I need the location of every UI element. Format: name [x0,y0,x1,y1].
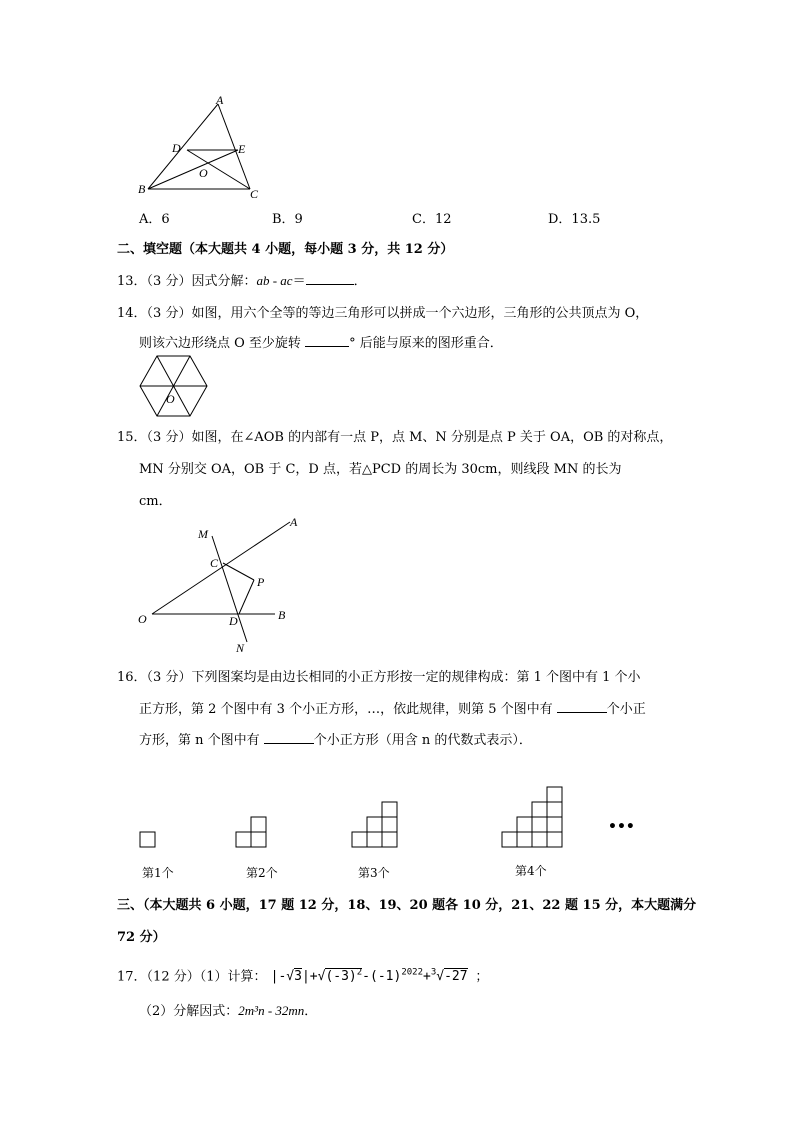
q16-line2 [139,698,646,717]
q17-part2 [139,1000,317,1019]
label-m: M [198,527,208,541]
pattern-4 [502,787,562,847]
section-2-heading: 二、填空题（本大题共 4 小题，每小题 3 分，共 12 分） [117,242,454,257]
q16-line3 [139,729,532,748]
label-p: P [257,575,265,589]
section-3-heading-line2: 72 分） [117,930,166,945]
segment-pd [239,580,254,614]
q13-text: 13．（3 分）因式分解： [117,274,257,289]
caption-3: 第3个 [358,866,390,880]
pattern-3 [352,802,397,847]
q17-part1 [117,960,488,986]
q16-line3-text: 方形，第 n 个图中有 [139,733,260,748]
label-o: O [199,166,208,180]
q17-abs-inner: 3 [294,969,302,985]
label-d: D [172,141,181,155]
question-13 [117,270,367,289]
segment-be [148,150,238,189]
pattern-2 [236,817,266,847]
q13-answer-blank[interactable] [306,272,354,285]
q14-line2-text: 则该六边形绕点 O 至少旋转 [139,336,301,351]
q14-line2 [139,332,503,351]
caption-4: 第4个 [515,864,547,878]
q17-neg-one-exp: 2022 [401,968,423,978]
pattern-ellipsis: ••• [608,819,635,835]
q17-cbrt-inner: -27 [444,969,468,985]
q16-line2-end: 个小正 [606,702,646,717]
q16-answer-blank-1[interactable] [557,700,607,713]
q17-part2-prefix: （2）分解因式： [139,1004,239,1019]
label-o2: O [138,612,147,626]
ray-oa [152,522,290,614]
q16-line1: 16．（3 分）下列图案均是由边长相同的小正方形按一定的规律构成：第 1 个图中有 1 个小 [117,670,641,685]
q13-expr: ab - ac [256,273,293,288]
q13-eq: ＝ [292,274,306,289]
q14-line1: 14．（3 分）如图，用六个全等的等边三角形可以拼成一个六边形，三角形的公共顶点为 O， [117,306,649,321]
section-3-heading-line1: 三、（本大题共 6 小题，17 题 12 分，18、19、20 题各 10 分，21、22 题 15 分，本大题满分 [117,898,697,913]
q15-line3: cm． [139,494,172,509]
hexagon-figure [135,352,215,422]
q16-line3-end: 个小正方形（用含 n 的代数式表示）． [313,733,532,748]
hex-label-o: O [166,392,175,406]
q13-end: ． [353,274,367,289]
q15-line1: 15．（3 分）如图，在∠AOB 的内部有一点 P，点 M、N 分别是点 P 关于 OA，OB 的对称点， [117,430,673,445]
q16-line2-text: 正方形，第 2 个图中有 3 个小正方形，…，依此规律，则第 5 个图中有 [139,702,553,717]
pattern-1-square [140,832,155,847]
label-e: E [238,142,246,156]
option-b[interactable]: B．9 [272,212,303,227]
triangle-figure [130,92,270,204]
label-c2: C [210,556,219,570]
label-b2: B [278,608,286,622]
q15-line2: MN 分别交 OA，OB 于 C，D 点，若△PCD 的周长为 30cm，则线段 MN 的长为 [139,462,622,477]
q14-line2-end: ° 后能与原来的图形重合． [349,336,503,351]
caption-2: 第2个 [246,866,278,880]
q17-part2-expr: 2m³n - 32mn [238,1003,305,1018]
segment-cp [223,563,254,580]
option-d[interactable]: D．13.5 [548,212,601,227]
label-c: C [250,187,259,201]
q17-formula: $|-√3|+√(-3)^2-(-1)^{2022}+^3√-27$ [270,968,468,985]
q17-sqrt-inner: $(-3)^2$ [325,968,363,985]
q17-neg-one: (-1) [370,969,402,985]
angle-figure [130,510,320,660]
q17-prefix: 17．（12 分）（1）计算： [117,969,267,985]
q17-part2-suffix: ． [304,1004,318,1019]
q17-suffix: ； [475,969,489,985]
option-a[interactable]: A．6 [139,212,170,227]
option-c[interactable]: C．12 [412,212,452,227]
label-a2: A [290,515,298,529]
caption-1: 第1个 [142,866,174,880]
label-n: N [236,641,245,655]
q14-answer-blank[interactable] [305,334,349,347]
square-pattern-figure [130,785,650,885]
q17-cbrt-index: 3 [430,968,437,978]
label-d2: D [229,614,238,628]
label-a: A [216,93,224,107]
q16-answer-blank-2[interactable] [264,731,314,744]
label-b: B [138,182,146,196]
